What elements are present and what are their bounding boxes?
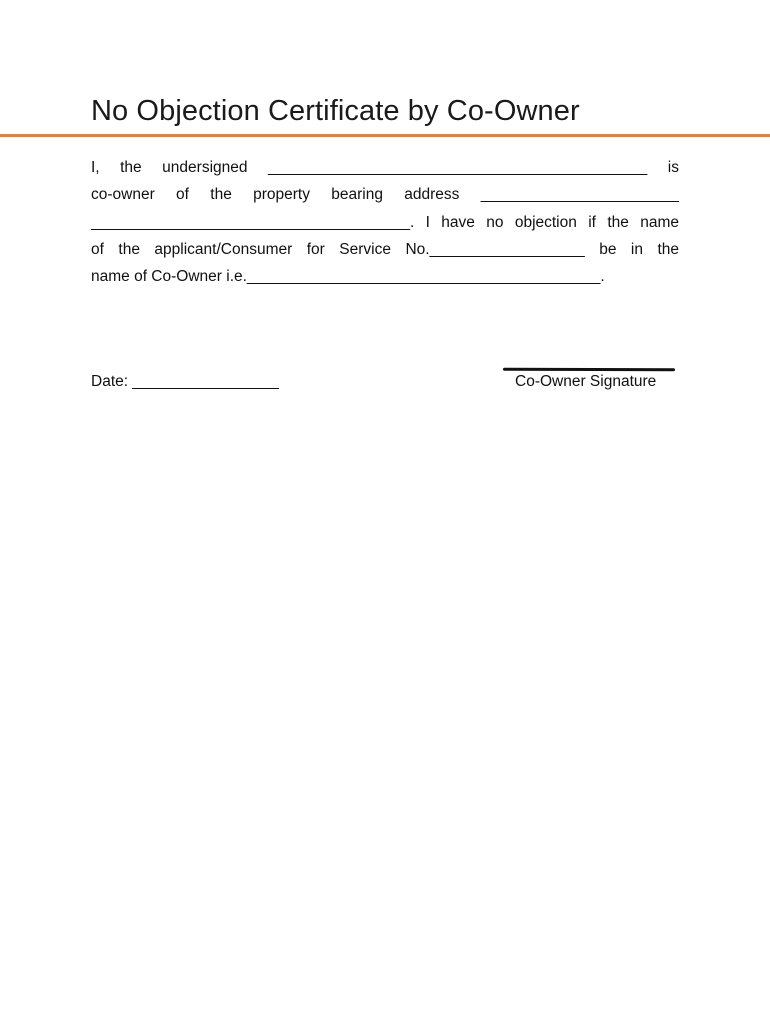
signature-label: Co-Owner Signature bbox=[515, 373, 657, 390]
paragraph-line-4: of the applicant/Consumer for Service No.__________________ be in the bbox=[91, 240, 679, 258]
paragraph-line-1: I, the undersigned ____________________________________________ is bbox=[91, 159, 679, 176]
title-divider bbox=[0, 134, 770, 137]
signature-line bbox=[503, 368, 675, 372]
document-title: No Objection Certificate by Co-Owner bbox=[91, 95, 580, 127]
paragraph-line-2: co-owner of the property bearing address _______________________ bbox=[91, 186, 679, 204]
certificate-paragraph bbox=[91, 154, 679, 290]
date-field: Date: _________________ bbox=[91, 373, 279, 390]
paragraph-line-5: name of Co-Owner i.e._________________________________________. bbox=[91, 268, 605, 286]
paragraph-line-3: _____________________________________. I have no objection if the name bbox=[91, 213, 679, 231]
